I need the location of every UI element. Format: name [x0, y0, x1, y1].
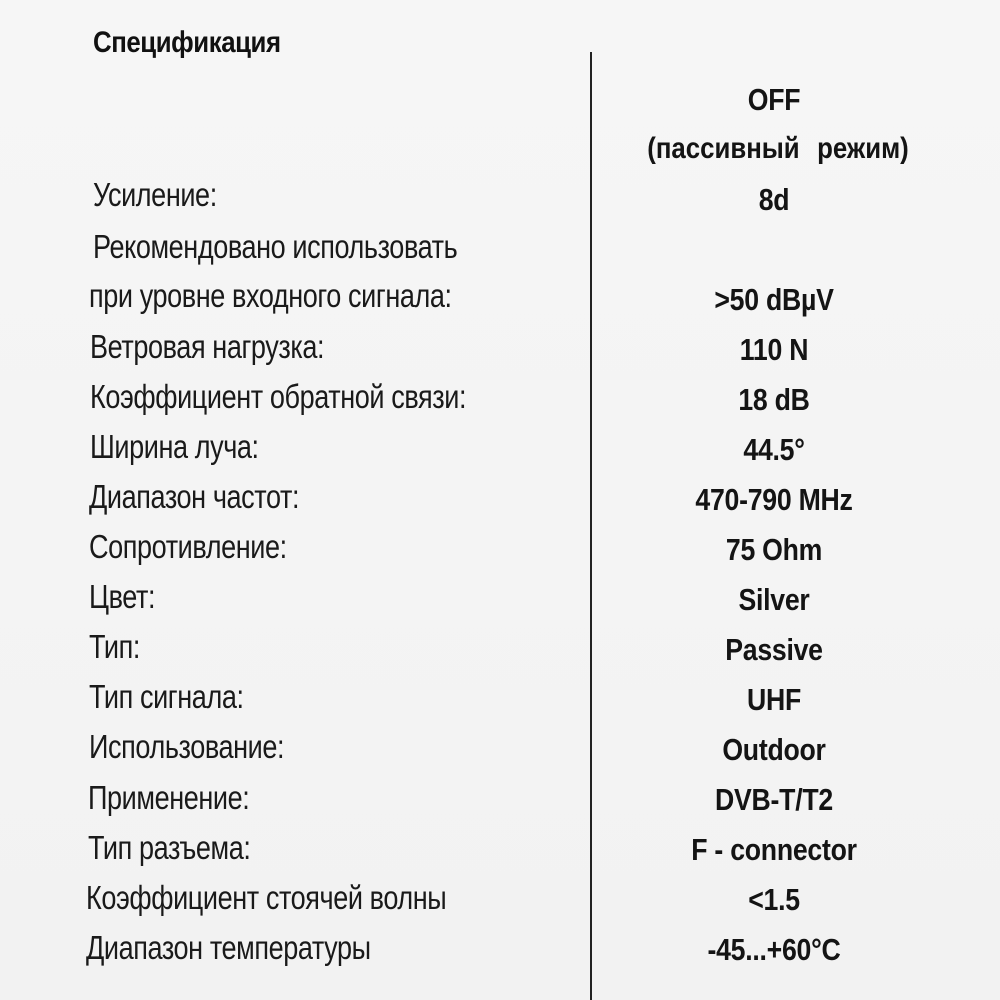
spec-label-temperature-range: Диапазон температуры [86, 929, 371, 966]
spec-value-type: Passive [725, 632, 823, 667]
spec-label-frequency-range: Диапазон частот: [89, 478, 300, 515]
mode-description: (пассивный режим) [647, 132, 909, 165]
spec-label-gain: Усиление: [93, 176, 217, 213]
spec-value-temperature-range: -45...+60°C [707, 932, 841, 967]
spec-label-signal-type: Тип сигнала: [89, 678, 244, 715]
spec-value-impedance: 75 Ohm [725, 532, 823, 567]
spec-value-wind-load: 110 N [739, 332, 809, 367]
spec-value-signal-type: UHF [746, 682, 802, 717]
spec-label-color: Цвет: [89, 578, 156, 615]
spec-value-frequency-range: 470-790 MHz [695, 482, 853, 517]
spec-value-beam-width: 44.5° [743, 432, 805, 467]
spec-label-vswr: Коэффициент стоячей волны [86, 879, 447, 916]
spec-value-gain: 8d [758, 182, 790, 217]
spec-value-front-back-ratio: 18 dB [738, 382, 810, 417]
mode-state: OFF [747, 82, 801, 117]
spec-value-vswr: <1.5 [748, 882, 800, 917]
spec-value-input-level: >50 dBµV [714, 282, 834, 317]
spec-value-application: DVB-T/T2 [715, 782, 833, 817]
spec-label-recommended: Рекомендовано использовать [93, 228, 458, 265]
spec-label-connector-type: Тип разъема: [88, 829, 251, 866]
page-title: Спецификация [93, 26, 281, 59]
spec-label-usage: Использование: [89, 728, 285, 765]
spec-label-impedance: Сопротивление: [89, 528, 287, 565]
spec-value-connector-type: F - connector [691, 832, 857, 867]
column-divider [590, 52, 592, 1000]
spec-value-usage: Outdoor [722, 732, 826, 767]
spec-label-beam-width: Ширина луча: [90, 428, 259, 465]
spec-value-color: Silver [738, 582, 810, 617]
spec-label-type: Тип: [89, 628, 140, 665]
spec-label-application: Применение: [88, 779, 250, 816]
spec-label-front-back-ratio: Коэффициент обратной связи: [90, 378, 467, 415]
spec-label-input-level: при уровне входного сигнала: [89, 277, 452, 314]
spec-label-wind-load: Ветровая нагрузка: [90, 328, 325, 365]
